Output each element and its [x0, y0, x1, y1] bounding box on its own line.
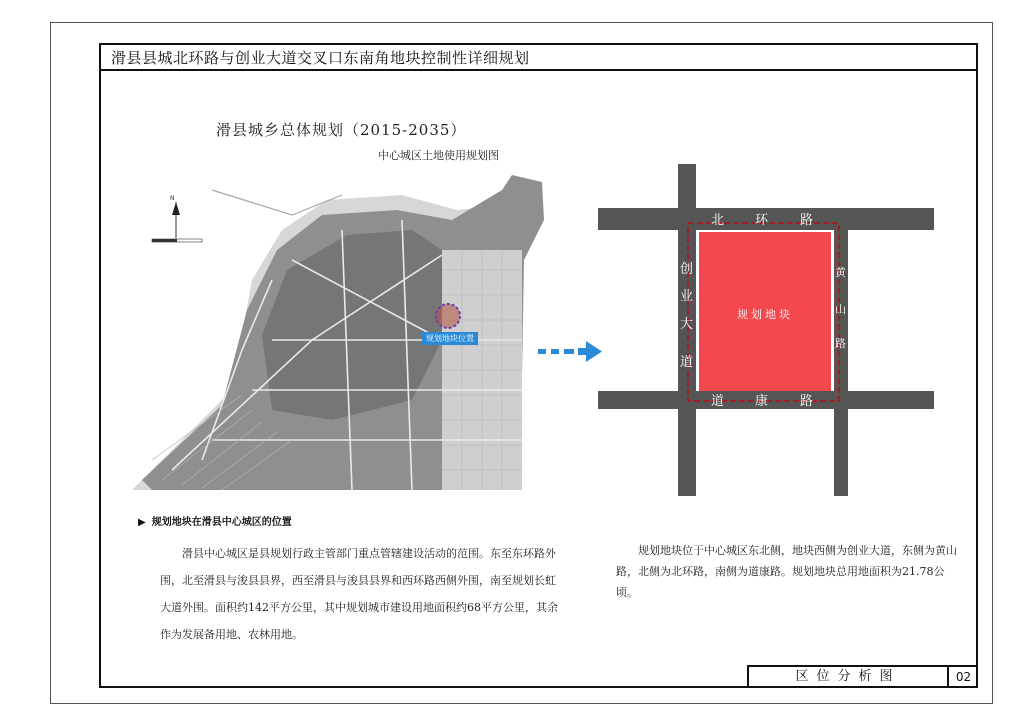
location-label: 规划地块位置: [422, 332, 478, 345]
page-number: 02: [947, 665, 978, 688]
road-label-north-1: 北: [711, 213, 725, 228]
north-arrow-icon: [170, 195, 180, 238]
road-label-east-2: 山: [835, 303, 846, 316]
svg-text:N: N: [170, 195, 175, 202]
city-landuse-map: [112, 160, 552, 505]
road-label-north-2: 环: [755, 213, 769, 228]
parcel-label: 规划地块: [737, 308, 793, 321]
right-description: 规划地块位于中心城区东北侧，地块西侧为创业大道，东侧为黄山路，北侧为北环路，南侧为道康路。规划地块总用地面积为21.78公顷。: [616, 544, 957, 599]
road-label-east-3: 路: [835, 337, 846, 350]
page-title: 滑县县城北环路与创业大道交叉口东南角地块控制性详细规划: [111, 49, 530, 67]
site-location-diagram: [596, 162, 936, 498]
title-bar: [99, 43, 978, 71]
road-label-south-2: 康: [755, 394, 769, 409]
arrow-right-icon: [538, 341, 604, 363]
map-title: 滑县城乡总体规划（2015-2035）: [216, 121, 467, 139]
drawing-name: 区位分析图: [747, 665, 947, 688]
road-label-south-3: 路: [800, 394, 814, 409]
left-description: 滑县中心城区是县规划行政主管部门重点管辖建设活动的范围。东至东环路外围，北至滑县与浚县县界，西至滑县与浚县县界和西环路西侧外围，南至规划长虹大道外围。面积约142平方公里，其中规划城市建设用地面积约68平方公里，其余作为发展备用地、农林用地。: [160, 547, 558, 641]
scale-bar: [152, 239, 202, 242]
map-subtitle: 中心城区土地使用规划图: [378, 149, 499, 162]
road-label-south-1: 道: [711, 394, 725, 409]
road-label-east-1: 黄: [835, 266, 846, 279]
road-label-west-3: 大: [680, 317, 694, 332]
road-label-west-1: 创: [680, 262, 694, 277]
map-caption-text: 规划地块在滑县中心城区的位置: [151, 517, 292, 528]
road-label-north-3: 路: [800, 213, 814, 228]
road-label-west-2: 业: [680, 289, 694, 304]
road-label-west-4: 道: [680, 355, 694, 370]
triangle-bullet-icon: ▶: [138, 517, 146, 528]
map-caption: [138, 513, 292, 528]
